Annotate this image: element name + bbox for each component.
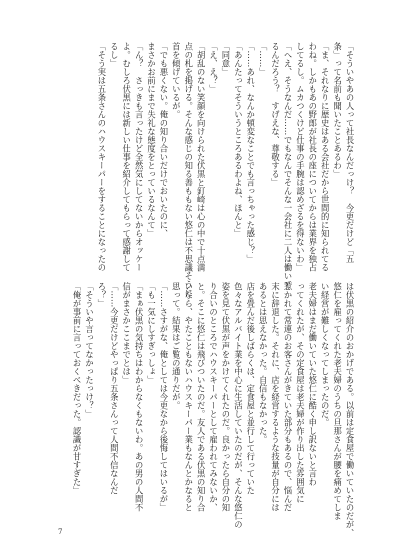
text-line: と。そこに悠仁は飛びついたのだ。友人である伏黒の知り合 [196, 282, 207, 512]
text-line: 「あんたってそういうところあるわよね、ほんと」 [233, 42, 244, 238]
text-line: 首を傾げているが。 [171, 42, 182, 119]
text-line: 惹かれて常連のお客さんがきていた部分もあるので、悩んだ [282, 282, 293, 512]
text-line: 「……さすがな、俺としては今更なから後悔してはいるが」 [158, 282, 169, 512]
text-block-lower [56, 282, 356, 537]
text-line: い経営が難しくなってしまったのだ。 [320, 282, 331, 427]
text-line: よ。むしろ伏黒には新しい仕事を紹介してもらって感謝して [121, 42, 132, 272]
text-line: わね。しかもあの野郎が社長の座についてからは業界を独占 [307, 42, 318, 272]
text-line: 老夫婦はまだ働いていた悠仁に酷く申し訳ないと言わ [307, 282, 318, 486]
text-line: 「そういや言ってなかったっけ？」 [84, 282, 95, 418]
text-line: 「……今更だけどやっぱり五条さんって人間不信なんだ [109, 282, 120, 495]
text-line: 「胡乱のない笑顔を向けられた伏黒と釘崎は心の中で十点満 [196, 42, 207, 272]
text-line: あるとは思えなかった。自信もなかった。 [258, 282, 269, 444]
text-line: 点の札を掲げる。そんな感じの知る善ももない悠仁は不思議そうに [183, 42, 194, 297]
text-line: 末に辞退した。それに、店を経営するような技量が自分には [270, 282, 281, 512]
text-line: 「……」 [258, 42, 269, 76]
text-line: 信がまさかここまでとは」 [121, 282, 132, 384]
text-line: 思って。結果はご覧の通りだが。 [171, 282, 182, 410]
text-line: 「も一気にしすぎっしょ」 [146, 282, 157, 384]
text-line: り合いのところでハウスキーパーとして雇われてみないか、 [208, 282, 219, 512]
page-number: 7 [58, 528, 63, 536]
text-line: いなら、やたこともないハウスキーパー業もなんとかなると [183, 282, 194, 512]
text-line: 「へえ、そうなんだ……でもなんでそんな一会社に二人は働いて [282, 42, 293, 289]
text-line: まさかお前にまで失礼な態度をとっているなんて」 [146, 42, 157, 238]
text-block-upper [56, 42, 356, 297]
text-line: 色々なアルバイト業を中心に生活していたのだが、そんな悠仁の [233, 282, 244, 529]
text-line: るし」 [109, 42, 120, 68]
text-line: ってくれたが、その定食屋は老夫婦が作り出した雰囲気に [295, 282, 306, 503]
text-line: 「え、え？」 [208, 42, 219, 93]
text-line: 悠仁を雇ってくれた老夫婦のうちの旦那さんが腰を痛めてしま [332, 282, 343, 520]
text-line: ろ？」 [96, 282, 107, 308]
text-line: 「……あれ、なんか頓変なことでも言っちゃった感じ？」 [245, 42, 256, 263]
text-line: 「ん？ さっきも言ったけど全然気にしてないからオッケー [134, 42, 145, 272]
text-line: 姿を見て伏黒が声をかけてくれたのだ。良かったら自分の知 [220, 282, 231, 512]
text-line: るんだろう？ すげえな、尊敬する」 [270, 42, 281, 187]
text-line: 店を畳んだ後しばらくは、定食屋と並行して行っていた [245, 282, 256, 495]
text-line: 「でも悪くない。俺の知り合いだけでおいたのに、 [158, 42, 169, 238]
text-line: 「まぁ伏黒の気持ちはわからなくもないわ。あの男の人間不 [134, 282, 145, 512]
text-line: 条」って名前も聞いたことあるわ」 [332, 42, 343, 178]
text-line: 「俺が事前に言っておくべきだった。認識が甘すぎた」 [72, 282, 83, 495]
text-line: 「そう実は五条さんのハウスキーパーをすることになったの [96, 42, 107, 272]
text-line: してるし。ムカつくけど仕事の手腕は認めざるを得ないわ」 [295, 42, 306, 272]
text-line: 「そういやあの人って社長なんだっけ？ 今更だけど「五 [345, 42, 355, 263]
text-line: 「ま、それなりに歴史はある会社だから世間的に知られてる [320, 42, 331, 272]
text-line: は伏黒の紹介のおかげである。以前は定食屋で働いていたのだが、 [345, 282, 355, 537]
text-line: 「同意」 [220, 42, 231, 76]
